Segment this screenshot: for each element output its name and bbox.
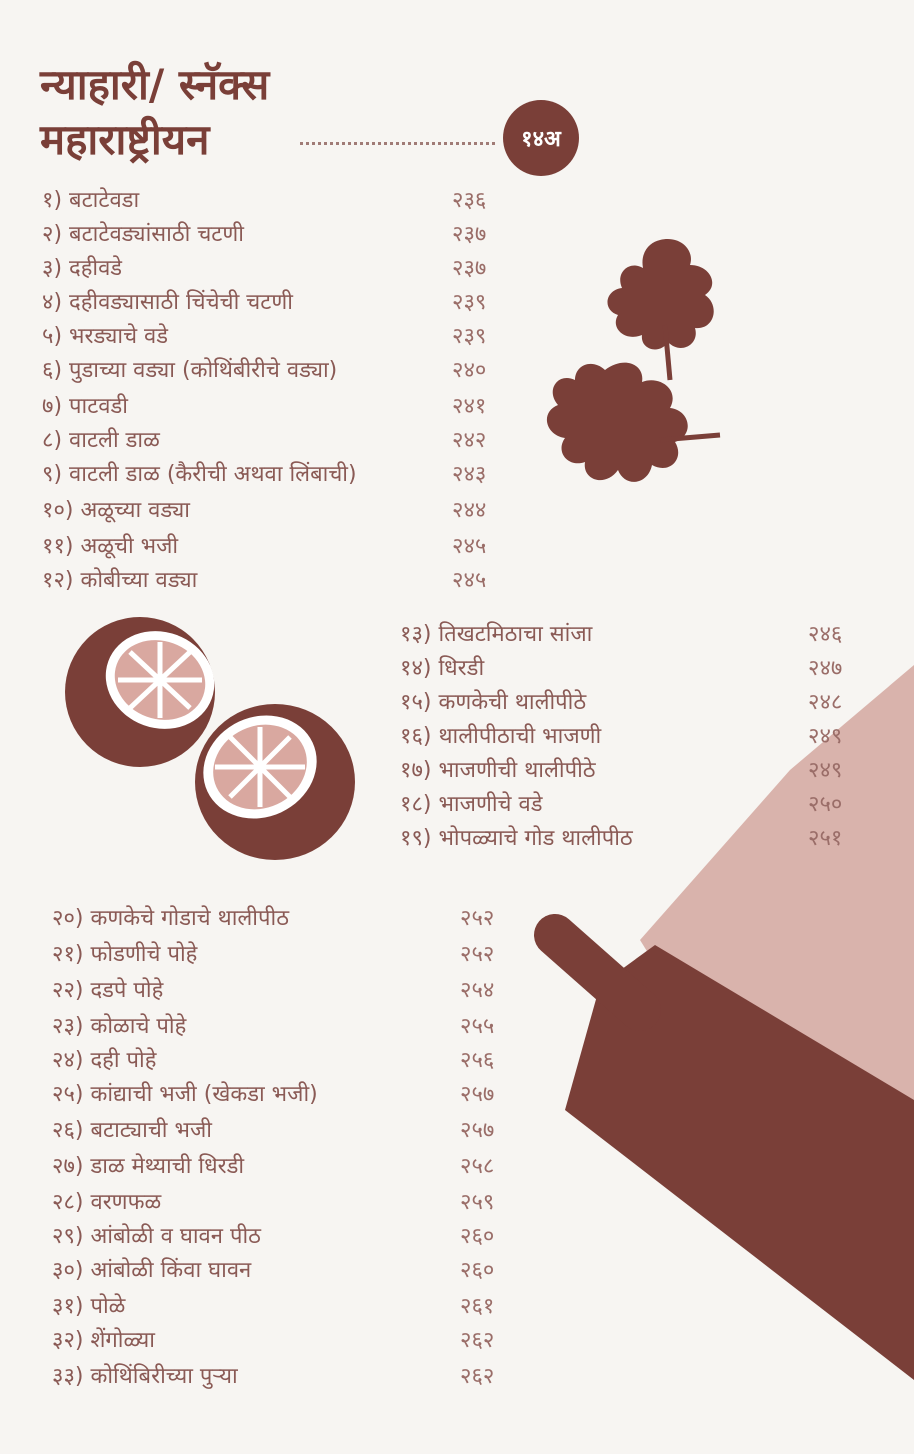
- list-item-label: ८) वाटली डाळ: [42, 428, 160, 453]
- list-item-page: २४३: [452, 462, 487, 487]
- list-item-label: १) बटाटेवडा: [42, 188, 140, 213]
- list-item-label: १८) भाजणीचे वडे: [400, 792, 543, 817]
- list-item-label: २५) कांद्याची भजी (खेकडा भजी): [52, 1082, 318, 1107]
- list-item-page: २४४: [452, 498, 487, 523]
- list-item-label: ३) दहीवडे: [42, 256, 123, 281]
- list-item-page: २५८: [460, 1154, 495, 1179]
- list-item-page: २३९: [452, 324, 487, 349]
- list-item-page: २६०: [460, 1224, 495, 1249]
- page-title-line1: न्याहारी/ स्नॅक्स: [40, 60, 270, 109]
- list-item-page: २५९: [460, 1190, 495, 1215]
- coriander-leaves-icon: [530, 230, 730, 520]
- list-item-label: ६) पुडाच्या वड्या (कोथिंबीरीचे वड्या): [42, 358, 338, 383]
- list-item-label: ९) वाटली डाळ (कैरीची अथवा लिंबाची): [42, 462, 357, 487]
- list-item-page: २५०: [808, 792, 843, 817]
- list-item-page: २६१: [460, 1294, 495, 1319]
- list-item-label: ३०) आंबोळी किंवा घावन: [52, 1258, 252, 1283]
- list-item-page: २५५: [460, 1014, 495, 1039]
- title-leader-dots: [300, 142, 495, 145]
- list-item-page: २४९: [808, 724, 843, 749]
- list-item-page: २४५: [452, 568, 487, 593]
- list-item-page: २४६: [808, 622, 843, 647]
- list-item-page: २५४: [460, 978, 495, 1003]
- list-item-page: २३७: [452, 256, 487, 281]
- list-item-label: १२) कोबीच्या वड्या: [42, 568, 198, 593]
- list-item-label: २७) डाळ मेथ्याची धिरडी: [52, 1154, 245, 1179]
- list-item-label: ३३) कोथिंबिरीच्या पुऱ्या: [52, 1364, 238, 1389]
- list-item-page: २५६: [460, 1048, 495, 1073]
- list-item-label: ४) दहीवड्यासाठी चिंचेची चटणी: [42, 290, 293, 315]
- list-item-label: २२) दडपे पोहे: [52, 978, 164, 1003]
- list-item-label: ३१) पोळे: [52, 1294, 126, 1319]
- page-title-line2: महाराष्ट्रीयन: [40, 115, 210, 164]
- list-item-page: २३९: [452, 290, 487, 315]
- list-item-page: २४५: [452, 534, 487, 559]
- list-item-label: ३२) शेंगोळ्या: [52, 1328, 155, 1353]
- list-item-page: २४२: [452, 428, 487, 453]
- list-item-page: २४९: [808, 758, 843, 783]
- list-item-label: १३) तिखटमिठाचा सांजा: [400, 622, 593, 647]
- list-item-label: १७) भाजणीची थालीपीठे: [400, 758, 596, 783]
- list-item-page: २४०: [452, 358, 487, 383]
- list-item-page: २५७: [460, 1118, 495, 1143]
- list-item-page: २४८: [808, 690, 843, 715]
- list-item-page: २४१: [452, 394, 487, 419]
- list-item-label: २८) वरणफळ: [52, 1190, 162, 1215]
- list-item-label: २६) बटाट्याची भजी: [52, 1118, 212, 1143]
- list-item-label: ११) अळूची भजी: [42, 534, 179, 559]
- list-item-label: १०) अळूच्या वड्या: [42, 498, 190, 523]
- list-item-page: २५७: [460, 1082, 495, 1107]
- list-item-page: २६२: [460, 1328, 495, 1353]
- list-item-page: २३७: [452, 222, 487, 247]
- list-item-page: २५२: [460, 942, 495, 967]
- list-item-page: २६०: [460, 1258, 495, 1283]
- page-badge: १४अ: [503, 100, 579, 176]
- list-item-page: २३६: [452, 188, 487, 213]
- list-item-label: २४) दही पोहे: [52, 1048, 157, 1073]
- list-item-label: २०) कणकेचे गोडाचे थालीपीठ: [52, 906, 289, 931]
- list-item-page: २५२: [460, 906, 495, 931]
- list-item-label: ५) भरड्याचे वडे: [42, 324, 169, 349]
- list-item-label: ७) पाटवडी: [42, 394, 128, 419]
- list-item-label: २१) फोडणीचे पोहे: [52, 942, 198, 967]
- list-item-label: १९) भोपळ्याचे गोड थालीपीठ: [400, 826, 633, 851]
- list-item-page: २५१: [808, 826, 843, 851]
- list-item-label: २) बटाटेवड्यांसाठी चटणी: [42, 222, 245, 247]
- list-item-page: २६२: [460, 1364, 495, 1389]
- list-item-page: २४७: [808, 656, 843, 681]
- list-item-label: १६) थालीपीठाची भाजणी: [400, 724, 602, 749]
- list-item-label: १४) धिरडी: [400, 656, 485, 681]
- cut-lemon-halves-icon: [60, 612, 360, 872]
- list-item-label: २३) कोळाचे पोहे: [52, 1014, 187, 1039]
- list-item-label: २९) आंबोळी व घावन पीठ: [52, 1224, 261, 1249]
- list-item-label: १५) कणकेची थालीपीठे: [400, 690, 587, 715]
